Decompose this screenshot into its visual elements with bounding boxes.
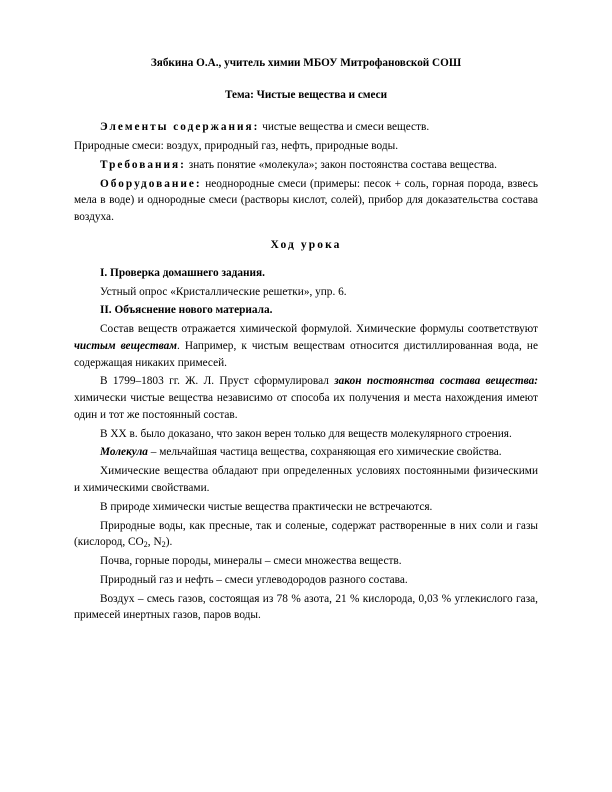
composition-text-part1: Состав веществ отражается химической формулой. Химические формулы соответствуют bbox=[100, 323, 538, 336]
section-heading-homework bbox=[74, 265, 538, 282]
composition-emphasis: чистым веществам bbox=[74, 339, 177, 352]
natural-waters-part2: , N bbox=[147, 536, 162, 549]
lesson-flow-heading: Ход урока bbox=[270, 238, 342, 251]
molecule-term: Молекула bbox=[100, 446, 148, 459]
requirements-text: знать понятие «молекула»; закон постоянства состава вещества. bbox=[188, 158, 497, 171]
proust-law-paragraph bbox=[74, 373, 538, 423]
section-heading-homework-text: I. Проверка домашнего задания. bbox=[100, 266, 265, 279]
document-body bbox=[74, 56, 538, 624]
natural-waters-part3: ). bbox=[165, 536, 173, 549]
not-found-in-nature-paragraph: В природе химически чистые вещества практически не встречаются. bbox=[100, 500, 433, 513]
content-elements-text: чистые вещества и смеси веществ. bbox=[262, 121, 430, 134]
molecule-definition-text: – мельчайшая частица вещества, сохраняющая его химические свойства. bbox=[147, 446, 502, 459]
section-heading-new-material bbox=[74, 302, 538, 319]
co2-subscript: 2 bbox=[143, 540, 148, 550]
equipment-label: Оборудование: bbox=[100, 177, 202, 190]
requirements-paragraph bbox=[74, 157, 538, 174]
soil-minerals-paragraph: Почва, горные породы, минералы – смеси множества веществ. bbox=[100, 555, 402, 568]
natural-mixtures-paragraph: Природные смеси: воздух, природный газ, нефть, природные воды. bbox=[74, 139, 399, 152]
equipment-text: неоднородные смеси (примеры: песок + соль, горная порода, взвесь мела в воде) и однородные смеси (растворы кислот, солей), прибор для доказательства состава воздуха. bbox=[74, 177, 538, 224]
composition-text-part2: . Например, к чистым веществам относится дистиллированная вода, не содержащая никаких примесей. bbox=[74, 339, 538, 369]
theme-heading: Тема: Чистые вещества и смеси bbox=[224, 89, 388, 102]
natural-waters-paragraph bbox=[74, 518, 538, 552]
equipment-paragraph bbox=[74, 176, 538, 226]
proust-text-part2: химически чистые вещества независимо от способа их получения и места нахождения имеют один и тот же постоянный состав. bbox=[74, 392, 538, 421]
gas-oil-paragraph: Природный газ и нефть – смеси углеводородов разного состава. bbox=[100, 573, 408, 586]
author-heading: Зябкина О.А., учитель химии МБОУ Митрофановской СОШ bbox=[150, 57, 462, 69]
twentieth-century-paragraph: В ХХ в. было доказано, что закон верен только для веществ молекулярного строения. bbox=[100, 427, 512, 440]
homework-oral-survey: Устный опрос «Кристаллические решетки», упр. 6. bbox=[100, 285, 347, 298]
properties-paragraph: Химические вещества обладают при определенных условиях постоянными физическими и химическими свойствами. bbox=[74, 465, 538, 494]
n2-subscript: 2 bbox=[161, 540, 166, 550]
natural-waters-part1: Природные воды, как пресные, так и соленые, содержат растворенные в них соли и газы (кислород, CO bbox=[74, 519, 538, 549]
content-elements-paragraph bbox=[74, 119, 538, 136]
air-composition-paragraph: Воздух – смесь газов, состоящая из 78 % азота, 21 % кислорода, 0,03 % углекислого газа, примесей инертных газов, паров воды. bbox=[74, 592, 538, 622]
requirements-label: Требования: bbox=[100, 158, 186, 171]
composition-paragraph bbox=[74, 321, 538, 371]
molecule-definition-paragraph bbox=[74, 444, 538, 461]
section-heading-new-material-text: II. Объяснение нового материала. bbox=[100, 304, 273, 317]
proust-law-emphasis: закон постоянства состава вещества: bbox=[334, 375, 538, 388]
proust-text-part1: В 1799–1803 гг. Ж. Л. Пруст сформулировал bbox=[100, 375, 335, 388]
content-elements-label: Элементы содержания: bbox=[100, 121, 260, 134]
